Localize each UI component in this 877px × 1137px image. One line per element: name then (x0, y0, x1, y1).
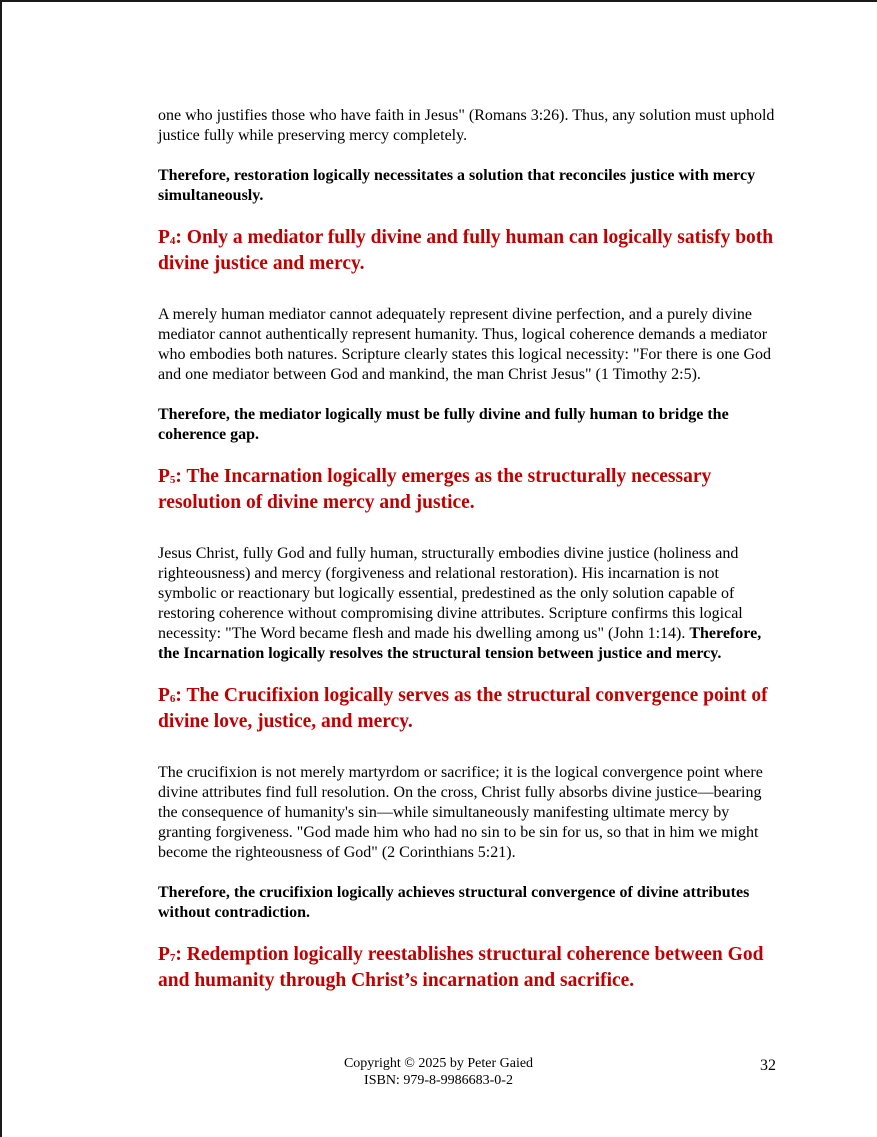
heading-p7-text: : Redemption logically reestablishes structural coherence between God and humanity through Christ’s incarnation and sacrifice. (158, 944, 764, 991)
heading-p7 (158, 943, 778, 993)
conclusion-restoration: Therefore, restoration logically necessitates a solution that reconciles justice with mercy simultaneously. (158, 167, 756, 204)
page-number: 32 (760, 1057, 776, 1074)
conclusion-incarnation: Therefore, the Incarnation logically resolves the structural tension between justice and mercy. (158, 625, 762, 662)
paragraph-incarnation (158, 544, 778, 664)
page-edge-top (0, 0, 877, 2)
heading-p6-text: : The Crucifixion logically serves as the structural convergence point of divine love, justice, and mercy. (158, 685, 768, 732)
heading-p6-subscript: 6 (169, 693, 176, 705)
paragraph-crucifixion: The crucifixion is not merely martyrdom or sacrifice; it is the logical convergence point where divine attributes find full resolution. On the cross, Christ fully absorbs divine justice—bearing the consequence of humanity's sin—while simultaneously manifesting ultimate mercy by granting forgiveness. "God made him who had no sin to be sin for us, so that in him we might become the righteousness of God" (2 Corinthians 5:21). (158, 764, 763, 861)
paragraph-incarnation-text: Jesus Christ, fully God and fully human, structurally embodies divine justice (holiness and righteousness) and mercy (forgiveness and relational restoration). His incarnation is not symbolic or reactionary but logically essential, predestined as the only solution capable of restoring coherence without compromising divine attributes. Scripture confirms this logical necessity: "The Word became flesh and made his dwelling among us" (John 1:14). (158, 545, 743, 642)
page-footer (0, 1055, 877, 1089)
paragraph-romans: one who justifies those who have faith in Jesus" (Romans 3:26). Thus, any solution must uphold justice fully while preserving mercy completely. (158, 107, 775, 144)
heading-p4-text: : Only a mediator fully divine and fully human can logically satisfy both divine justice and mercy. (158, 227, 774, 274)
heading-p7-subscript: 7 (169, 952, 176, 964)
conclusion-mediator: Therefore, the mediator logically must be fully divine and fully human to bridge the coherence gap. (158, 406, 729, 443)
page-edge-left (0, 0, 2, 1137)
heading-p4 (158, 226, 778, 276)
heading-p4-subscript: 4 (169, 235, 176, 247)
paragraph-mediator: A merely human mediator cannot adequately represent divine perfection, and a purely divine mediator cannot authentically represent humanity. Thus, logical coherence demands a mediator who embodies both natures. Scripture clearly states this logical necessity: "For there is one God and one mediator between God and mankind, the man Christ Jesus" (1 Timothy 2:5). (158, 306, 772, 383)
heading-p6 (158, 684, 778, 734)
heading-p5-subscript: 5 (169, 474, 176, 486)
heading-p5 (158, 465, 778, 515)
heading-p7-letter: P (158, 944, 170, 965)
heading-p4-letter: P (158, 227, 170, 248)
footer-isbn: ISBN: 979-8-9986683-0-2 (364, 1073, 513, 1088)
heading-p5-letter: P (158, 466, 170, 487)
page-content (158, 106, 778, 1022)
conclusion-crucifixion: Therefore, the crucifixion logically achieves structural convergence of divine attributes without contradiction. (158, 884, 750, 921)
heading-p6-letter: P (158, 685, 170, 706)
footer-copyright: Copyright © 2025 by Peter Gaied (343, 1056, 534, 1071)
heading-p5-text: : The Incarnation logically emerges as the structurally necessary resolution of divine mercy and justice. (158, 466, 712, 513)
